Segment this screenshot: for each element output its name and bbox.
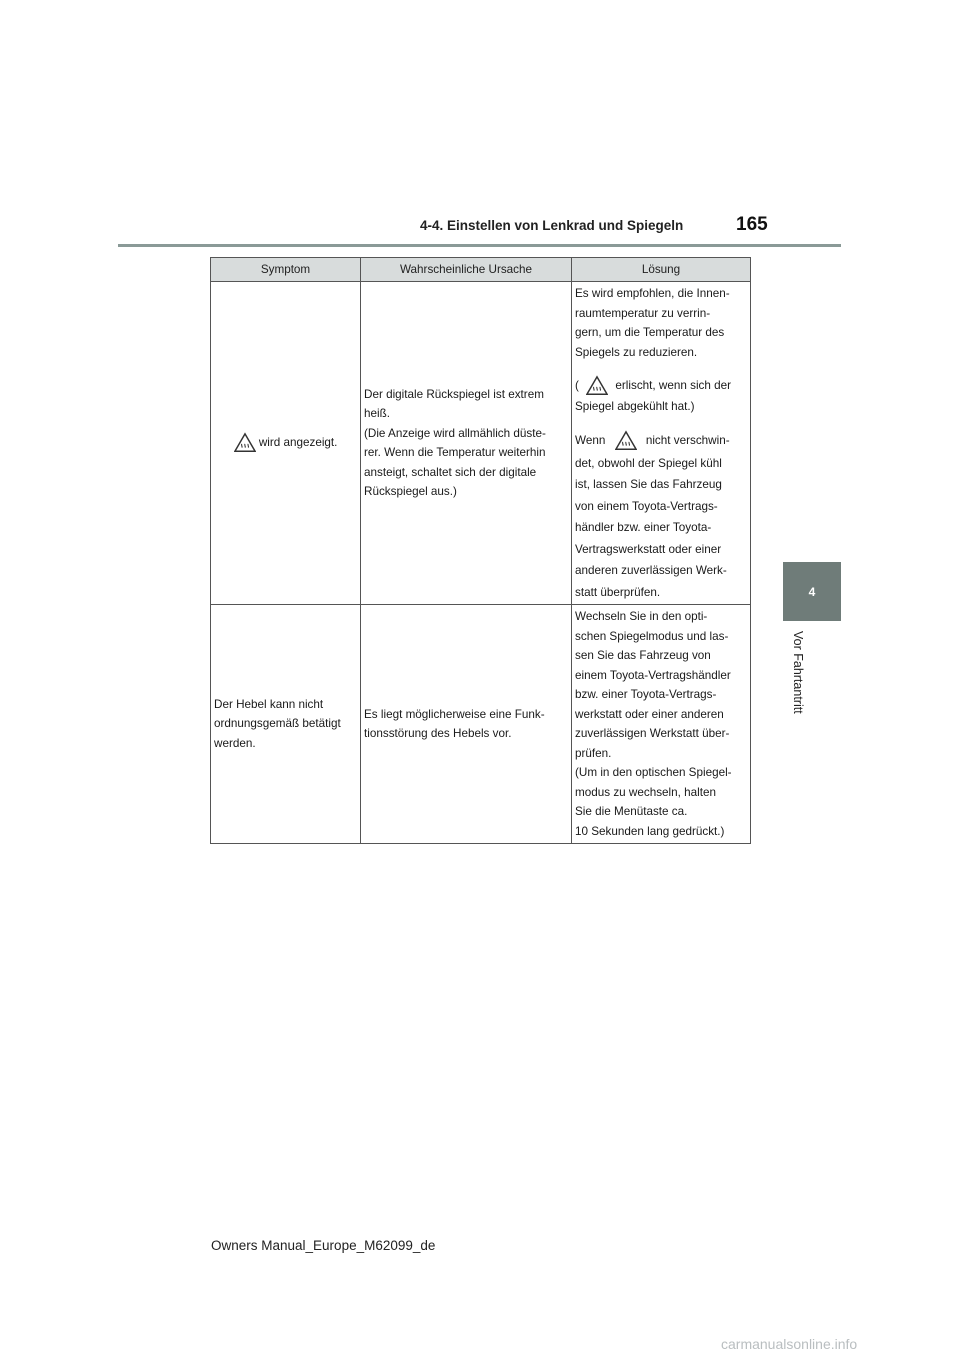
header-divider (118, 244, 841, 247)
text-fragment: nicht verschwin- (645, 433, 730, 447)
text-line: Rückspiegel aus.) (364, 485, 457, 498)
text-line: det, obwohl der Spiegel kühl (575, 456, 722, 470)
watermark: carmanualsonline.info (721, 1336, 858, 1352)
text-line: tionsstörung des Hebels vor. (364, 727, 512, 740)
column-header-cause: Wahrscheinliche Ursache (361, 258, 572, 282)
text-line: heiß. (364, 407, 390, 420)
text-line: bzw. einer Toyota-Vertrags- (575, 688, 717, 701)
text-line: anderen zuverlässigen Werk- (575, 564, 727, 577)
text-line-with-icon (575, 375, 747, 397)
cause-cell (361, 605, 572, 844)
text-line: raumtemperatur zu verrin- (575, 306, 711, 320)
text-line: statt überprüfen. (575, 585, 661, 599)
column-header-solution: Lösung (572, 258, 751, 282)
chapter-number: 4 (808, 584, 816, 599)
text-line: einem Toyota-Vertragshändler (575, 668, 731, 682)
text-line: Spiegel abgekühlt hat.) (575, 400, 695, 413)
text-line: Der digitale Rückspiegel ist extrem (364, 387, 544, 401)
text-line: Es liegt möglicherweise eine Funk- (364, 707, 545, 721)
text-fragment: Wenn (575, 433, 606, 447)
chapter-label: Vor Fahrtantritt (791, 631, 805, 714)
solution-cell (572, 282, 751, 605)
text-line: modus zu wechseln, halten (575, 785, 716, 799)
chapter-tab[interactable] (783, 562, 841, 621)
mirror-overheat-warning-icon (615, 430, 637, 452)
text-line: sen Sie das Fahrzeug von (575, 649, 711, 662)
text-line: schen Spiegelmodus und las- (575, 629, 729, 643)
troubleshooting-table (210, 257, 751, 844)
text-line: zuverlässigen Werkstatt über- (575, 727, 730, 740)
text-line: werden. (214, 736, 256, 750)
text-fragment: erlischt, wenn sich der (615, 379, 732, 393)
text-line: werkstatt oder einer anderen (575, 707, 724, 721)
text-line: (Die Anzeige wird allmählich düste- (364, 426, 546, 440)
text-line: Spiegels zu reduzieren. (575, 345, 698, 359)
text-line-with-icon (575, 430, 747, 452)
text-line: Der Hebel kann nicht (214, 697, 324, 711)
text-line: (Um in den optischen Spiegel- (575, 766, 732, 779)
text-line: von einem Toyota-Vertrags- (575, 499, 718, 513)
mirror-overheat-warning-icon (586, 375, 608, 397)
text-fragment: ( (575, 379, 579, 393)
text-line: rer. Wenn die Temperatur weiterhin (364, 446, 546, 459)
text-line: ansteigt, schaltet sich der digitale (364, 465, 537, 479)
symptom-text: wird angezeigt. (258, 436, 338, 450)
section-title: 4-4. Einstellen von Lenkrad und Spiegeln (420, 218, 684, 233)
text-line: Es wird empfohlen, die Innen- (575, 287, 730, 300)
text-line: ordnungsgemäß betätigt (214, 717, 341, 731)
column-header-symptom: Symptom (211, 258, 361, 282)
text-line: 10 Sekunden lang gedrückt.) (575, 824, 725, 838)
table-row (211, 282, 751, 605)
cause-cell (361, 282, 572, 605)
text-line: Sie die Menütaste ca. (575, 805, 688, 818)
text-line: Vertragswerkstatt oder einer (575, 542, 722, 556)
footer-manual-id: Owners Manual_Europe_M62099_de (211, 1238, 436, 1253)
table-row (211, 605, 751, 844)
text-line: Wechseln Sie in den opti- (575, 610, 708, 623)
mirror-overheat-warning-icon (234, 432, 256, 454)
text-line: ist, lassen Sie das Fahrzeug (575, 478, 722, 491)
symptom-cell (211, 605, 361, 844)
text-line: gern, um die Temperatur des (575, 326, 725, 339)
table-header-row (211, 258, 751, 282)
text-line: prüfen. (575, 746, 612, 760)
text-line: händler bzw. einer Toyota- (575, 521, 712, 534)
solution-cell (572, 605, 751, 844)
symptom-cell (211, 282, 361, 605)
page-number: 165 (736, 214, 768, 235)
